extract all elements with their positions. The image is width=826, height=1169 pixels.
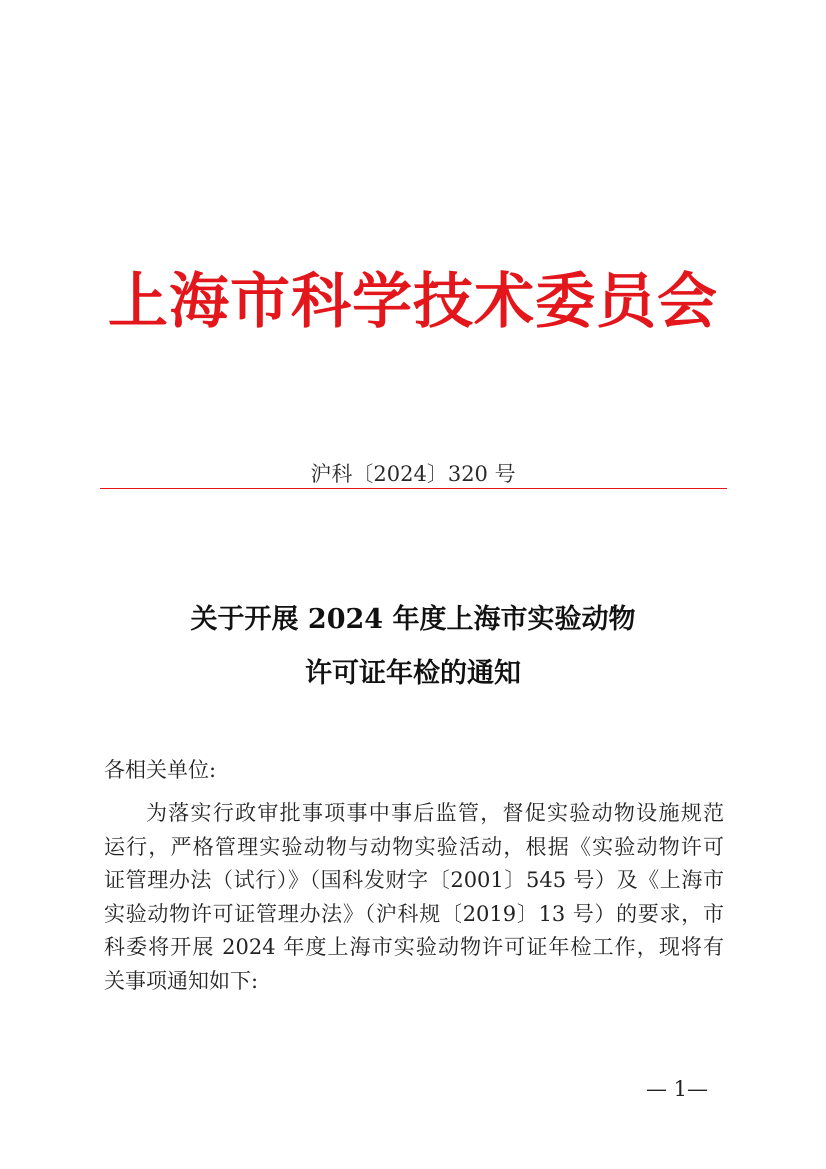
body-line: 证管理办法（试行）》（国科发财字〔2001〕545 号）及《上海市	[104, 868, 724, 892]
issuing-organization-header: 上海市科学技术委员会	[108, 267, 718, 337]
document-title	[0, 593, 826, 701]
body-line: 关事项通知如下:	[104, 968, 259, 993]
document-title-line-1: 关于开展 2024 年度上海市实验动物	[190, 604, 636, 635]
body-line: 为落实行政审批事项事中事后监管，督促实验动物设施规范	[146, 801, 724, 825]
page-number: — 1—	[646, 1077, 709, 1101]
document-number: 沪科〔2024〕320 号	[310, 462, 516, 486]
salutation: 各相关单位:	[104, 758, 217, 782]
body-paragraph	[104, 797, 724, 998]
document-title-line-2: 许可证年检的通知	[305, 658, 521, 689]
body-line: 运行，严格管理实验动物与动物实验活动，根据《实验动物许可	[104, 834, 724, 859]
red-divider-line	[100, 488, 727, 489]
body-line: 科委将开展 2024 年度上海市实验动物许可证年检工作，现将有	[104, 935, 724, 959]
body-line: 实验动物许可证管理办法》（沪科规〔2019〕13 号）的要求，市	[104, 901, 724, 926]
